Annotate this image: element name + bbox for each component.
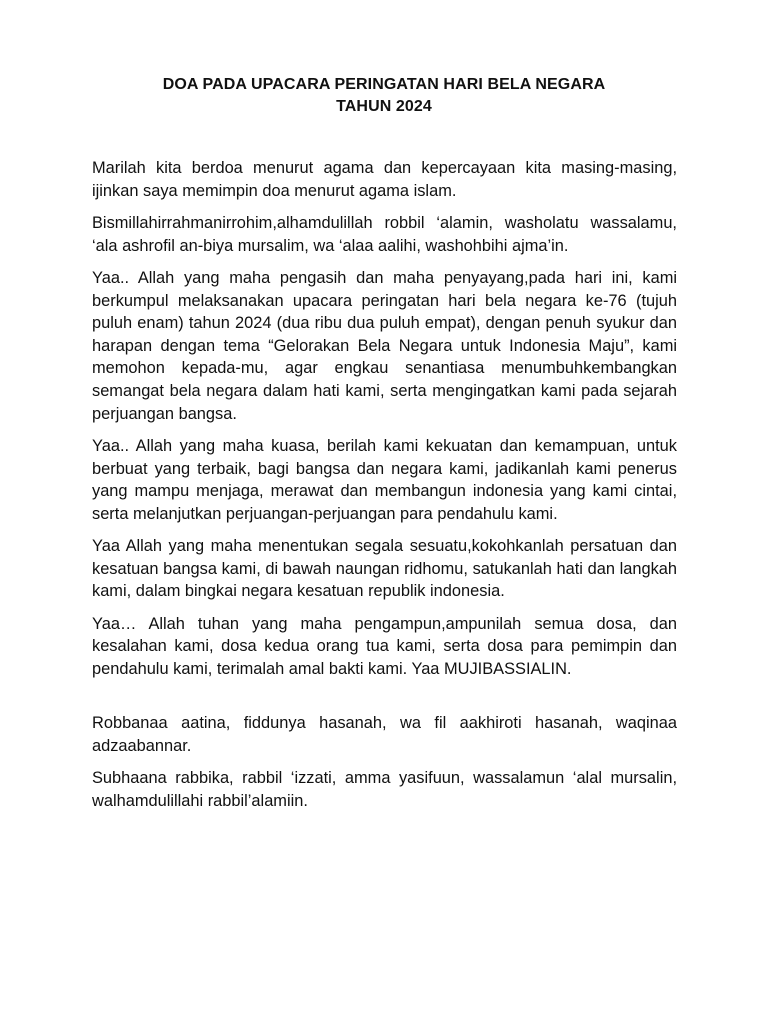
document-title xyxy=(92,74,676,118)
paragraph-menentukan: Yaa Allah yang maha menentukan segala sesuatu,kokohkanlah persatuan dan kesatuan bangsa kami, di bawah naungan ridhomu, satukanlah hati dan langkah kami, dalam bingkai negara kesatuan republik indonesia. xyxy=(92,537,677,601)
paragraph-bismillah: Bismillahirrahmanirrohim,alhamdulillah robbil ‘alamin, washolatu wassalamu, ‘ala ashrofil an-biya mursalim, wa ‘alaa aalihi, washohbihi ajma’in. xyxy=(92,213,677,255)
paragraph-pengampun: Yaa… Allah tuhan yang maha pengampun,ampunilah semua dosa, dan kesalahan kami, dosa kedua orang tua kami, serta dosa para pemimpin dan pendahulu kami, terimalah amal bakti kami. Yaa MUJIBASSIALIN. xyxy=(92,614,677,678)
title-line-2: TAHUN 2024 xyxy=(336,98,432,115)
paragraph-subhaana: Subhaana rabbika, rabbil ‘izzati, amma yasifuun, wassalamun ‘alal mursalin, walhamdulillahi rabbil’alamiin. xyxy=(92,769,677,811)
paragraph-kuasa: Yaa.. Allah yang maha kuasa, berilah kami kekuatan dan kemampuan, untuk berbuat yang terbaik, bagi bangsa dan negara kami, jadikanlah kami penerus yang mampu menjaga, merawat dan membangun indonesia yang kami cintai, serta melanjutkan perjuangan-perjuangan para pendahulu kami. xyxy=(92,436,677,523)
document-body xyxy=(92,157,677,822)
title-line-1: DOA PADA UPACARA PERINGATAN HARI BELA NEGARA xyxy=(162,76,606,93)
paragraph-pengasih: Yaa.. Allah yang maha pengasih dan maha penyayang,pada hari ini, kami berkumpul melaksanakan upacara peringatan hari bela negara ke-76 (tujuh puluh enam) tahun 2024 (dua ribu dua puluh empat), dengan penuh syukur dan harapan dengan tema “Gelorakan Bela Negara untuk Indonesia Maju”, kami memohon kepada-mu, agar engkau senantiasa menumbuhkembangkan semangat bela negara dalam hati kami, serta mengingatkan kami pada sejarah perjuangan bangsa. xyxy=(92,268,677,423)
paragraph-robbanaa: Robbanaa aatina, fiddunya hasanah, wa fil aakhiroti hasanah, waqinaa adzaabannar. xyxy=(92,714,677,756)
paragraph-opening: Marilah kita berdoa menurut agama dan kepercayaan kita masing-masing, ijinkan saya memimpin doa menurut agama islam. xyxy=(92,159,677,200)
